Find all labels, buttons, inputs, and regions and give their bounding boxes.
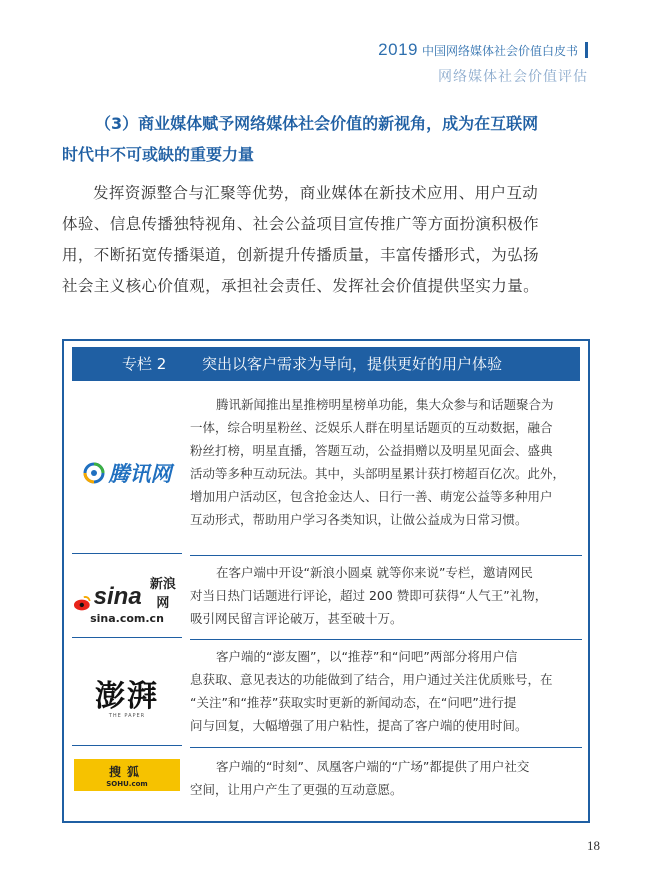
row-divider bbox=[190, 639, 582, 640]
tencent-logo-text: 腾讯网 bbox=[108, 462, 172, 486]
case-text bbox=[190, 755, 574, 801]
case-text bbox=[190, 561, 574, 630]
column-number: 专栏 2 bbox=[122, 355, 167, 373]
section-heading bbox=[62, 108, 592, 170]
row-divider bbox=[72, 553, 182, 554]
tencent-mark-icon bbox=[83, 462, 105, 484]
case-line: 在客户端中开设“新浪小圆桌 就等你来说”专栏，邀请网民 bbox=[216, 565, 533, 580]
row-divider bbox=[190, 555, 582, 556]
case-line: 问与回复，大幅增强了用户粘性，提高了客户端的使用时间。 bbox=[190, 718, 528, 733]
paragraph-line: 用，不断拓宽传播渠道，创新提升传播质量，丰富传播形式，为弘扬 bbox=[62, 246, 540, 264]
page-number: 18 bbox=[587, 838, 600, 853]
body-paragraph bbox=[62, 178, 592, 302]
paragraph-line: 发挥资源整合与汇聚等优势，商业媒体在新技术应用、用户互动 bbox=[93, 184, 539, 202]
paragraph-line: 体验、信息传播独特视角、社会公益项目宣传推广等方面扮演积极作 bbox=[62, 215, 540, 233]
heading-line-1: （3）商业媒体赋予网络媒体社会价值的新视角，成为在互联网 bbox=[95, 114, 539, 133]
case-row-sohu bbox=[72, 755, 580, 811]
sohu-logo-cn: 搜狐 bbox=[108, 764, 145, 779]
column-box bbox=[62, 339, 590, 823]
sina-logo-word: sina bbox=[93, 583, 142, 610]
column-title: 突出以客户需求为导向，提供更好的用户体验 bbox=[202, 355, 503, 373]
row-divider bbox=[190, 747, 582, 748]
case-line: 空间，让用户产生了更强的互动意愿。 bbox=[190, 782, 403, 797]
case-line: 腾讯新闻推出星推榜明星榜单功能，集大众参与和话题聚合为 bbox=[216, 397, 554, 412]
case-text bbox=[190, 645, 574, 737]
sina-logo-url: sina.com.cn bbox=[90, 612, 164, 625]
row-divider bbox=[72, 745, 182, 746]
row-divider bbox=[72, 637, 182, 638]
column-title-bar bbox=[72, 347, 580, 381]
header-subtitle: 中国网络媒体社会价值白皮书 bbox=[421, 43, 578, 58]
header-section: 网络媒体社会价值评估 bbox=[438, 69, 588, 85]
case-line: 粉丝打榜，明星直播，答题互动，公益捐赠以及明星见面会、盛典 bbox=[190, 443, 553, 458]
sina-logo bbox=[72, 561, 182, 637]
case-line: 息获取、意见表达的功能做到了结合，用户通过关注优质账号，在 bbox=[190, 672, 553, 687]
sina-logo-cn: 新浪网 bbox=[149, 577, 176, 611]
case-line: 活动等多种互动玩法。其中，头部明星累计获打榜超百亿次。此外， bbox=[190, 466, 566, 481]
sina-eye-icon bbox=[72, 595, 92, 611]
case-line: 客户端的“澎友圈”，以“推荐”和“问吧”两部分将用户信 bbox=[216, 649, 518, 664]
case-row-sina bbox=[72, 561, 580, 637]
case-line: 吸引网民留言评论破万，甚至破十万。 bbox=[190, 611, 403, 626]
case-line: “关注”和“推荐”获取实时更新的新闻动态，在“问吧”进行提 bbox=[190, 695, 517, 710]
paragraph-line: 社会主义核心价值观，承担社会责任、发挥社会价值提供坚实力量。 bbox=[62, 277, 540, 295]
sohu-logo-en: SOHU.com bbox=[106, 779, 148, 788]
case-line: 一体，综合明星粉丝、泛娱乐人群在明星话题页的互动数据，融合 bbox=[190, 420, 553, 435]
thepaper-logo bbox=[72, 645, 182, 745]
case-line: 增加用户活动区，包含抢金达人、日行一善、萌宠公益等多种用户 bbox=[190, 489, 553, 504]
case-row-tencent bbox=[72, 393, 580, 553]
case-line: 对当日热门话题进行评论，超过 200 赞即可获得“人气王”礼物， bbox=[190, 588, 548, 603]
header-year: 2019 bbox=[378, 40, 418, 59]
case-row-thepaper bbox=[72, 645, 580, 745]
case-line: 客户端的“时刻”、凤凰客户端的“广场”都提供了用户社交 bbox=[216, 759, 530, 774]
case-text bbox=[190, 393, 574, 531]
thepaper-logo-cn: 澎湃 bbox=[95, 679, 159, 714]
heading-line-2: 时代中不可或缺的重要力量 bbox=[62, 145, 255, 164]
thepaper-logo-en: THE PAPER bbox=[108, 713, 146, 719]
case-line: 互动形式，帮助用户学习各类知识，让做公益成为日常习惯。 bbox=[190, 512, 528, 527]
header-accent-bar bbox=[585, 42, 588, 58]
page-header bbox=[378, 40, 588, 86]
sohu-logo bbox=[72, 755, 182, 811]
tencent-logo bbox=[72, 393, 182, 553]
